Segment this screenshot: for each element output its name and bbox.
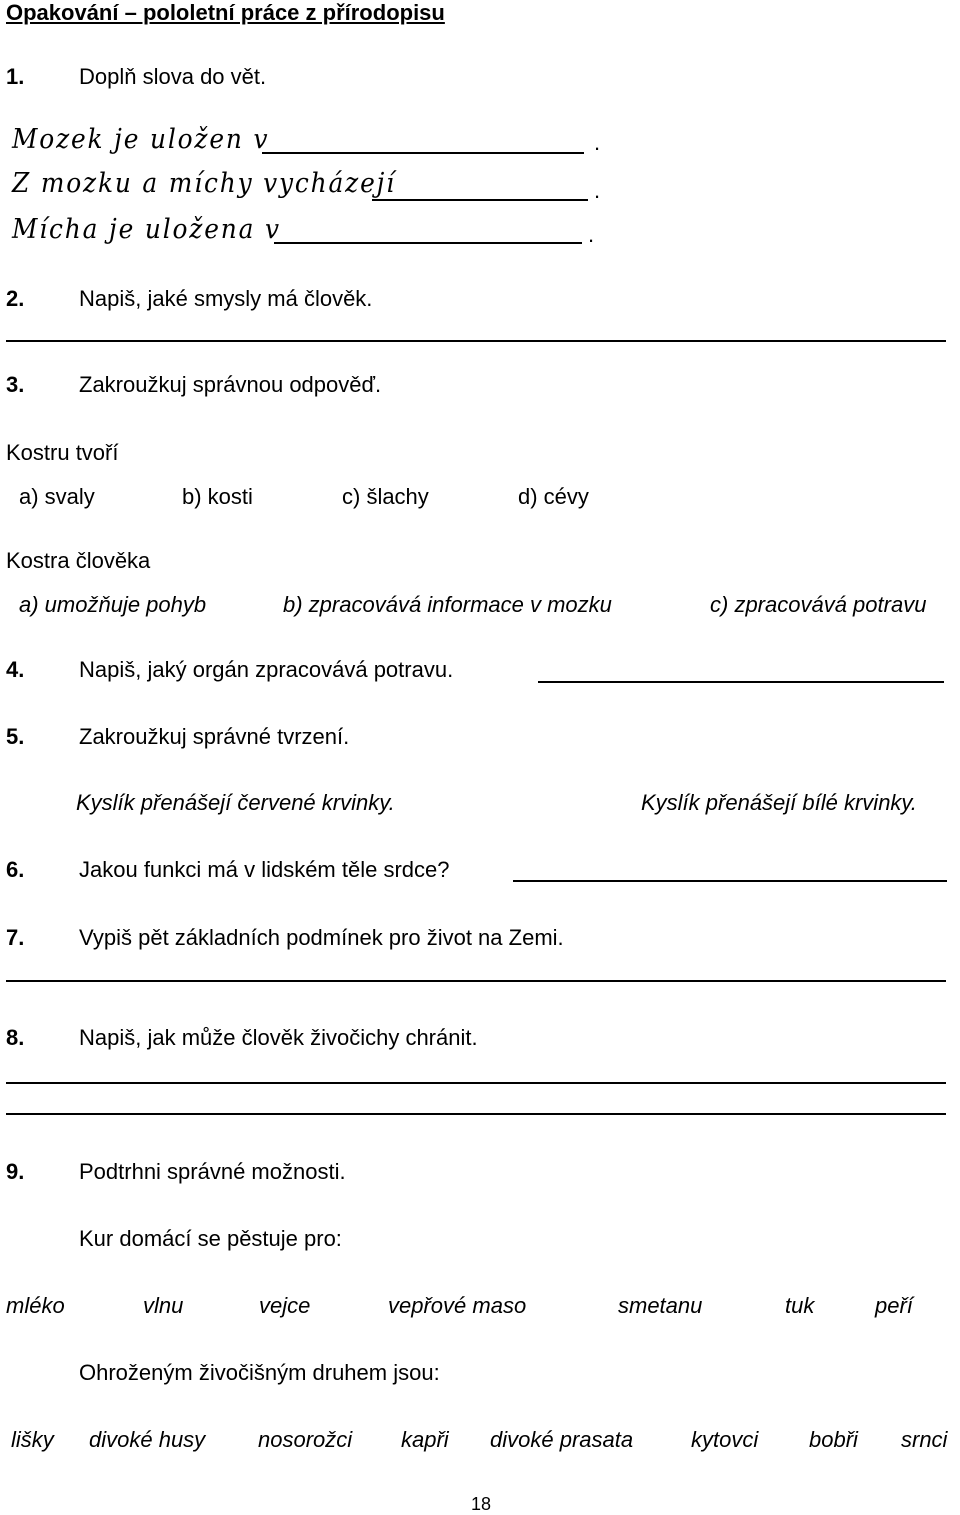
- sentence-1: Mozek je uložen v: [12, 124, 270, 155]
- option-3a-d[interactable]: d) cévy: [518, 484, 589, 509]
- option-9a-3[interactable]: vejce: [259, 1293, 311, 1318]
- blank-line-1[interactable]: [262, 152, 584, 154]
- question-1-number: 1.: [6, 64, 25, 89]
- sentence-3: Mícha je uložena v: [12, 214, 281, 245]
- option-9b-3[interactable]: nosorožci: [258, 1427, 353, 1452]
- answer-line-2[interactable]: [6, 340, 946, 342]
- question-5-number: 5.: [6, 724, 25, 749]
- answer-line-8a[interactable]: [6, 1082, 946, 1084]
- sentence-1-dot: .: [594, 130, 601, 155]
- option-3b-a[interactable]: a) umožňuje pohyb: [19, 592, 207, 617]
- question-3-text: Zakroužkuj správnou odpověď.: [79, 372, 382, 397]
- option-3b-c[interactable]: c) zpracovává potravu: [710, 592, 927, 617]
- sentence-3-dot: .: [588, 222, 595, 247]
- blank-line-2[interactable]: [372, 199, 588, 201]
- question-8-number: 8.: [6, 1025, 25, 1050]
- answer-line-4[interactable]: [538, 681, 944, 683]
- option-9a-6[interactable]: tuk: [785, 1293, 815, 1318]
- question-9b-prompt: Ohroženým živočišným druhem jsou:: [79, 1360, 440, 1385]
- question-4-number: 4.: [6, 657, 25, 682]
- question-6-number: 6.: [6, 857, 25, 882]
- option-9a-2[interactable]: vlnu: [143, 1293, 184, 1318]
- answer-line-8b[interactable]: [6, 1113, 946, 1115]
- option-9b-6[interactable]: kytovci: [691, 1427, 759, 1452]
- question-6-text: Jakou funkci má v lidském těle srdce?: [79, 857, 450, 882]
- answer-line-7[interactable]: [6, 980, 946, 982]
- option-3a-c[interactable]: c) šlachy: [342, 484, 429, 509]
- option-9a-5[interactable]: smetanu: [618, 1293, 703, 1318]
- option-3b-b[interactable]: b) zpracovává informace v mozku: [283, 592, 612, 617]
- answer-line-6[interactable]: [513, 880, 947, 882]
- option-9a-1[interactable]: mléko: [6, 1293, 65, 1318]
- question-3b-prompt: Kostra člověka: [6, 548, 151, 573]
- blank-line-3[interactable]: [274, 242, 582, 244]
- question-7-number: 7.: [6, 925, 25, 950]
- option-9b-2[interactable]: divoké husy: [89, 1427, 206, 1452]
- question-3-number: 3.: [6, 372, 25, 397]
- option-3a-b[interactable]: b) kosti: [182, 484, 253, 509]
- sentence-2-dot: .: [594, 178, 601, 203]
- option-3a-a[interactable]: a) svaly: [19, 484, 95, 509]
- page-number: 18: [471, 1494, 492, 1514]
- sentence-2: Z mozku a míchy vycházejí: [12, 168, 396, 199]
- option-9b-4[interactable]: kapři: [401, 1427, 449, 1452]
- question-1-text: Doplň slova do vět.: [79, 64, 267, 89]
- option-5-a[interactable]: Kyslík přenášejí červené krvinky.: [76, 790, 395, 815]
- option-9b-1[interactable]: lišky: [11, 1427, 54, 1452]
- question-9-text: Podtrhni správné možnosti.: [79, 1159, 346, 1184]
- question-2-number: 2.: [6, 286, 25, 311]
- question-2-text: Napiš, jaké smysly má člověk.: [79, 286, 373, 311]
- option-9a-7[interactable]: peří: [875, 1293, 913, 1318]
- option-9b-7[interactable]: bobři: [809, 1427, 858, 1452]
- option-9b-8[interactable]: srnci: [901, 1427, 948, 1452]
- option-9b-5[interactable]: divoké prasata: [490, 1427, 634, 1452]
- question-7-text: Vypiš pět základních podmínek pro život na Zemi.: [79, 925, 564, 950]
- question-3a-prompt: Kostru tvoří: [6, 440, 119, 465]
- option-5-b[interactable]: Kyslík přenášejí bílé krvinky.: [641, 790, 917, 815]
- question-5-text: Zakroužkuj správné tvrzení.: [79, 724, 350, 749]
- question-8-text: Napiš, jak může člověk živočichy chránit.: [79, 1025, 478, 1050]
- question-9-number: 9.: [6, 1159, 25, 1184]
- page-title: Opakování – pololetní práce z přírodopisu: [6, 0, 445, 25]
- question-9a-prompt: Kur domácí se pěstuje pro:: [79, 1226, 342, 1251]
- question-4-text: Napiš, jaký orgán zpracovává potravu.: [79, 657, 454, 682]
- option-9a-4[interactable]: vepřové maso: [388, 1293, 527, 1318]
